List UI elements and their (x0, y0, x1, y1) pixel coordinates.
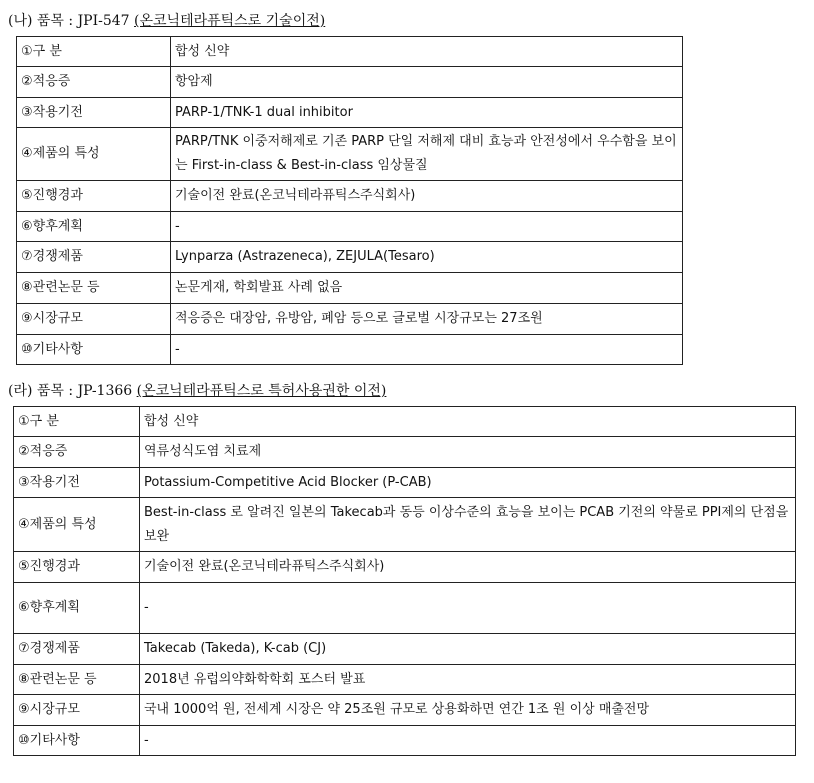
row-value: 합성 신약 (140, 407, 796, 437)
row-value: PARP/TNK 이중저해제로 기존 PARP 단일 저해제 대비 효능과 안전성에서 우수함을 보이는 First-in-class & Best-in-class 임상물질 (171, 128, 683, 181)
row-label: ⑦경쟁제품 (17, 242, 171, 273)
table-row (17, 212, 683, 242)
row-label: ⑦경쟁제품 (14, 634, 140, 665)
table-row (17, 304, 683, 335)
section2-title-prefix: (라) 품목 : JP-1366 (8, 383, 137, 399)
table-row (17, 273, 683, 304)
row-label: ⑧관련논문 등 (17, 273, 171, 304)
row-value: 국내 1000억 원, 전세계 시장은 약 25조원 규모로 상용화하면 연간 1조 원 이상 매출전망 (140, 695, 796, 726)
row-label: ①구 분 (14, 407, 140, 437)
row-label: ②적응증 (17, 67, 171, 98)
row-label: ⑩기타사항 (17, 335, 171, 365)
section2-table (13, 406, 796, 756)
row-label: ⑥향후계획 (14, 583, 140, 634)
row-label: ⑤진행경과 (17, 181, 171, 212)
row-label: ④제품의 특성 (14, 498, 140, 552)
table-row (14, 407, 796, 437)
row-label: ⑩기타사항 (14, 726, 140, 756)
table-row (14, 726, 796, 756)
row-value: Potassium-Competitive Acid Blocker (P-CAB) (140, 468, 796, 498)
row-value: 논문게재, 학회발표 사례 없음 (171, 273, 683, 304)
table-row (17, 128, 683, 181)
row-value: 항암제 (171, 67, 683, 98)
row-value: 기술이전 완료(온코닉테라퓨틱스주식회사) (140, 552, 796, 583)
row-value: - (171, 335, 683, 365)
table-row (14, 665, 796, 695)
row-label: ③작용기전 (17, 98, 171, 128)
row-value: 역류성식도염 치료제 (140, 437, 796, 468)
row-label: ①구 분 (17, 37, 171, 67)
row-value: - (140, 726, 796, 756)
table-row (14, 634, 796, 665)
section1-table (16, 36, 683, 365)
table-row (17, 98, 683, 128)
row-value: - (171, 212, 683, 242)
table-row (14, 498, 796, 552)
row-value: - (140, 583, 796, 634)
row-value: 적응증은 대장암, 유방암, 폐암 등으로 글로벌 시장규모는 27조원 (171, 304, 683, 335)
row-value: 합성 신약 (171, 37, 683, 67)
row-value: Lynparza (Astrazeneca), ZEJULA(Tesaro) (171, 242, 683, 273)
table-row (14, 583, 796, 634)
table-row (17, 67, 683, 98)
row-label: ⑨시장규모 (17, 304, 171, 335)
table-row (14, 552, 796, 583)
row-label: ⑨시장규모 (14, 695, 140, 726)
section2-title (8, 380, 386, 400)
table-row (17, 335, 683, 365)
row-label: ⑤진행경과 (14, 552, 140, 583)
row-label: ⑥향후계획 (17, 212, 171, 242)
row-label: ③작용기전 (14, 468, 140, 498)
table-row (14, 437, 796, 468)
section1-title-prefix: (나) 품목 : JPI-547 (8, 13, 135, 29)
row-label: ⑧관련논문 등 (14, 665, 140, 695)
table-row (17, 242, 683, 273)
section1-title (8, 10, 325, 30)
row-value: 2018년 유럽의약화학학회 포스터 발표 (140, 665, 796, 695)
section1-title-underlined: (온코닉테라퓨틱스로 기술이전) (134, 13, 326, 29)
row-label: ④제품의 특성 (17, 128, 171, 181)
row-label: ②적응증 (14, 437, 140, 468)
row-value: PARP-1/TNK-1 dual inhibitor (171, 98, 683, 128)
table-row (17, 181, 683, 212)
section2-title-underlined: (온코닉테라퓨틱스로 특허사용권한 이전) (136, 383, 387, 399)
table-row (14, 468, 796, 498)
row-value: 기술이전 완료(온코닉테라퓨틱스주식회사) (171, 181, 683, 212)
row-value: Best-in-class 로 알려진 일본의 Takecab과 동등 이상수준의 효능을 보이는 PCAB 기전의 약물로 PPI제의 단점을 보완 (140, 498, 796, 552)
table-row (17, 37, 683, 67)
table-row (14, 695, 796, 726)
row-value: Takecab (Takeda), K-cab (CJ) (140, 634, 796, 665)
